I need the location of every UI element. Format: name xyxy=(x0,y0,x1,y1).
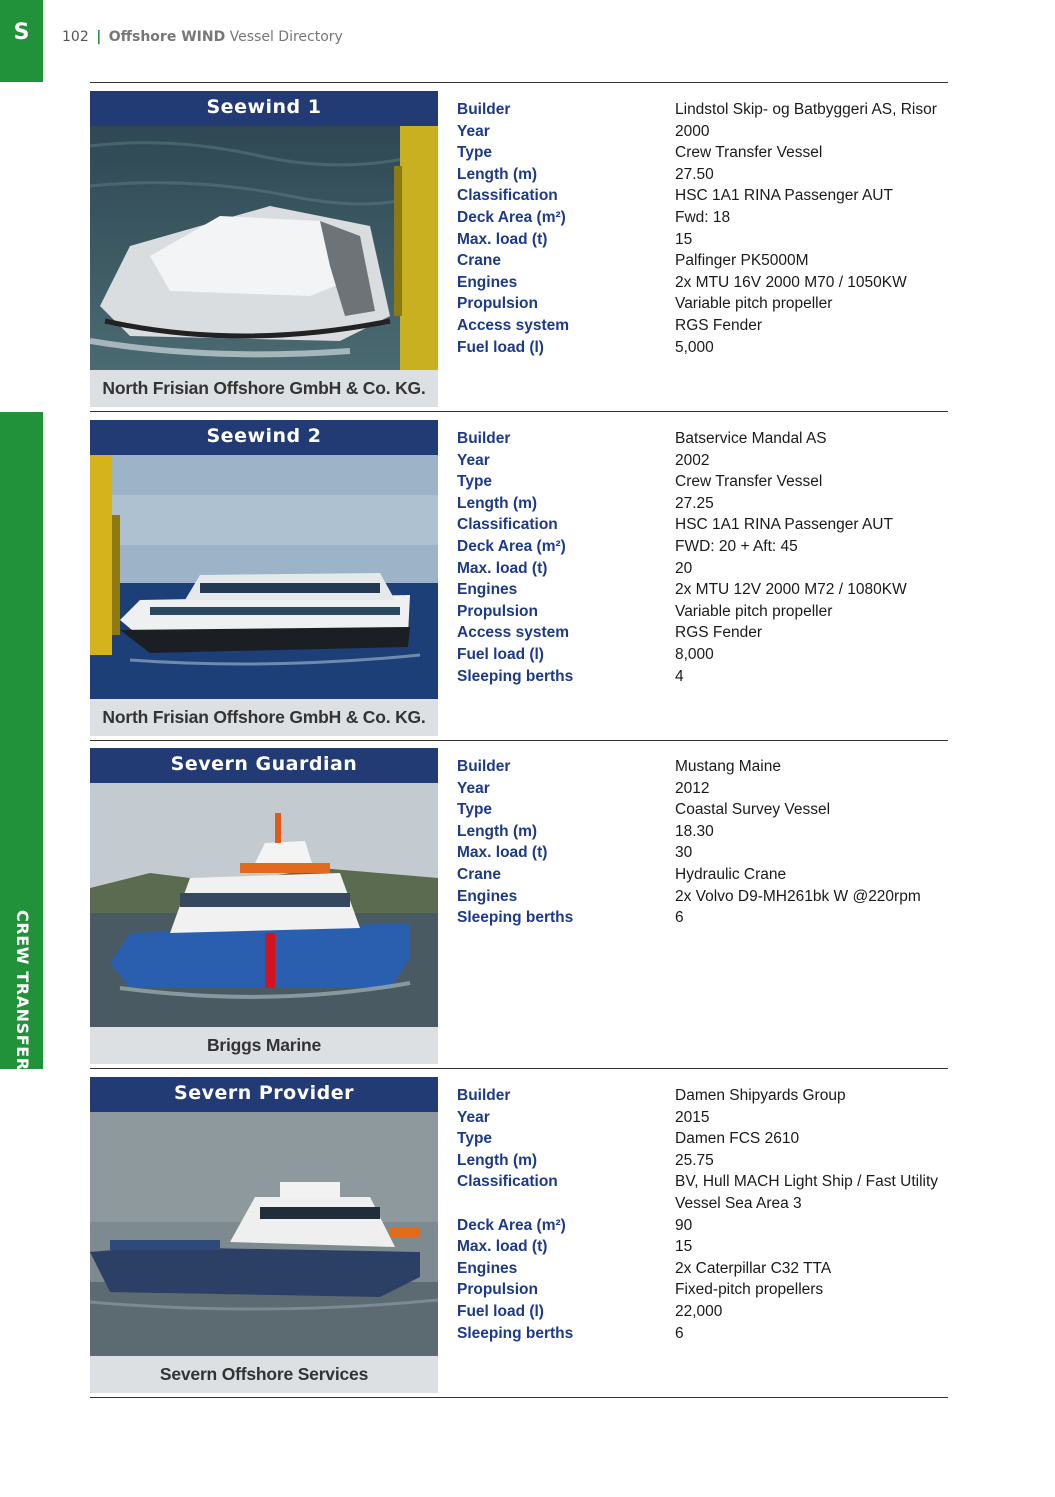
spec-value: Damen FCS 2610 xyxy=(675,1130,800,1148)
spec-row xyxy=(457,229,947,251)
vessel-entry xyxy=(90,748,948,1064)
spec-label: Year xyxy=(457,779,490,797)
spec-row xyxy=(457,1215,947,1237)
spec-row xyxy=(457,756,947,778)
spec-row xyxy=(457,601,947,623)
spec-value: 4 xyxy=(675,667,684,685)
divider-bottom xyxy=(90,1397,948,1398)
section-side-tab xyxy=(0,412,43,1160)
spec-value: Coastal Survey Vessel xyxy=(675,801,831,819)
vessel-name: Severn Guardian xyxy=(90,748,438,783)
vessel-name: Seewind 1 xyxy=(90,91,438,126)
section-letter-tab xyxy=(0,0,43,82)
spec-label: Type xyxy=(457,1130,493,1148)
vessel-photo xyxy=(90,1112,438,1356)
spec-label: Max. load (t) xyxy=(457,559,548,577)
vessel-entry xyxy=(90,91,948,407)
spec-row xyxy=(457,799,947,821)
spec-label: Deck Area (m²) xyxy=(457,1216,566,1234)
spec-value: Crew Transfer Vessel xyxy=(675,144,823,162)
spec-label: Crane xyxy=(457,865,501,883)
spec-value: 2x MTU 16V 2000 M70 / 1050KW xyxy=(675,273,907,291)
header-title: Vessel Directory xyxy=(225,29,343,45)
spec-row xyxy=(457,514,947,536)
spec-row xyxy=(457,493,947,515)
spec-value: Fwd: 18 xyxy=(675,208,731,226)
spec-value: 27.50 xyxy=(675,165,714,183)
spec-label: Length (m) xyxy=(457,494,538,512)
spec-value: FWD: 20 + Aft: 45 xyxy=(675,537,798,555)
spec-label: Length (m) xyxy=(457,822,538,840)
spec-label: Fuel load (l) xyxy=(457,1302,544,1320)
spec-value: 2x MTU 12V 2000 M72 / 1080KW xyxy=(675,581,907,599)
spec-row xyxy=(457,1279,947,1301)
spec-value: RGS Fender xyxy=(675,316,763,334)
vessel-name: Seewind 2 xyxy=(90,420,438,455)
page-number: 102 xyxy=(62,29,89,45)
spec-row xyxy=(457,272,947,294)
spec-row xyxy=(457,1258,947,1280)
divider xyxy=(90,740,948,741)
spec-label: Builder xyxy=(457,1087,511,1104)
spec-value: 5,000 xyxy=(675,338,714,356)
spec-value: Mustang Maine xyxy=(675,758,781,775)
header-brand: Offshore WIND xyxy=(108,29,226,45)
spec-row xyxy=(457,666,947,688)
spec-value: 6 xyxy=(675,1324,684,1342)
divider-top xyxy=(90,82,948,83)
vessel-name: Severn Provider xyxy=(90,1077,438,1112)
spec-label: Engines xyxy=(457,273,518,291)
spec-label: Deck Area (m²) xyxy=(457,537,566,555)
spec-value: Crew Transfer Vessel xyxy=(675,473,823,491)
spec-label: Sleeping berths xyxy=(457,1324,574,1342)
spec-value: RGS Fender xyxy=(675,624,763,642)
spec-row xyxy=(457,1171,947,1214)
spec-row xyxy=(457,1150,947,1172)
spec-value: 8,000 xyxy=(675,645,714,663)
spec-value: Variable pitch propeller xyxy=(675,295,833,313)
spec-value: 20 xyxy=(675,559,693,577)
spec-value: 90 xyxy=(675,1216,693,1234)
divider xyxy=(90,1068,948,1069)
spec-row xyxy=(457,579,947,601)
spec-label: Builder xyxy=(457,430,511,447)
spec-row xyxy=(457,778,947,800)
spec-row xyxy=(457,315,947,337)
vessel-operator: North Frisian Offshore GmbH & Co. KG. xyxy=(90,370,438,407)
vessel-operator: Briggs Marine xyxy=(90,1027,438,1064)
spec-label: Classification xyxy=(457,1173,558,1191)
spec-row xyxy=(457,864,947,886)
divider xyxy=(90,411,948,412)
spec-value: 15 xyxy=(675,230,693,248)
spec-row xyxy=(457,207,947,229)
spec-row xyxy=(457,99,947,121)
spec-value: 18.30 xyxy=(675,822,714,840)
spec-label: Builder xyxy=(457,758,511,775)
spec-label: Fuel load (l) xyxy=(457,645,544,663)
running-header xyxy=(62,29,343,45)
spec-value: 2x Volvo D9-MH261bk W @220rpm xyxy=(675,887,921,905)
spec-value: Hydraulic Crane xyxy=(675,865,787,883)
spec-row xyxy=(457,121,947,143)
vessel-specs xyxy=(457,756,947,929)
spec-label: Year xyxy=(457,1108,490,1126)
spec-value: 2012 xyxy=(675,779,710,797)
vessel-entry xyxy=(90,1077,948,1393)
vessel-photo xyxy=(90,783,438,1027)
section-letter: S xyxy=(13,20,30,45)
spec-label: Type xyxy=(457,144,493,162)
spec-label: Year xyxy=(457,451,490,469)
vessel-specs xyxy=(457,1085,947,1344)
spec-row xyxy=(457,842,947,864)
spec-label: Classification xyxy=(457,516,558,534)
spec-row xyxy=(457,293,947,315)
vessel-specs xyxy=(457,99,947,358)
spec-row xyxy=(457,337,947,359)
spec-value: Lindstol Skip- og Batbyggeri AS, Risor xyxy=(675,101,937,118)
spec-label: Builder xyxy=(457,101,511,118)
spec-label: Engines xyxy=(457,887,518,905)
spec-label: Max. load (t) xyxy=(457,230,548,248)
spec-label: Crane xyxy=(457,252,501,270)
spec-label: Sleeping berths xyxy=(457,909,574,927)
wind-turbine-icons xyxy=(8,1160,36,1450)
vessel-photo xyxy=(90,126,438,370)
spec-label: Propulsion xyxy=(457,295,538,313)
spec-row xyxy=(457,886,947,908)
spec-label: Length (m) xyxy=(457,1151,538,1169)
spec-value: 2x Caterpillar C32 TTA xyxy=(675,1259,832,1277)
vessel-operator: North Frisian Offshore GmbH & Co. KG. xyxy=(90,699,438,736)
spec-label: Deck Area (m²) xyxy=(457,208,566,226)
spec-row xyxy=(457,907,947,929)
spec-value: Palfinger PK5000M xyxy=(675,252,809,270)
spec-value: BV, Hull MACH Light Ship / Fast Utility Vessel Sea Area 3 xyxy=(675,1173,939,1212)
spec-value: Fixed-pitch propellers xyxy=(675,1281,824,1299)
spec-label: Classification xyxy=(457,187,558,205)
spec-value: Batservice Mandal AS xyxy=(675,430,827,447)
spec-label: Propulsion xyxy=(457,1281,538,1299)
spec-row xyxy=(457,1107,947,1129)
vessel-specs xyxy=(457,428,947,687)
spec-value: 2015 xyxy=(675,1108,710,1126)
spec-value: HSC 1A1 RINA Passenger AUT xyxy=(675,187,893,205)
spec-label: Length (m) xyxy=(457,165,538,183)
spec-label: Access system xyxy=(457,624,570,642)
spec-value: 25.75 xyxy=(675,1151,714,1169)
spec-row xyxy=(457,536,947,558)
spec-row xyxy=(457,821,947,843)
spec-label: Max. load (t) xyxy=(457,1238,548,1256)
spec-label: Fuel load (l) xyxy=(457,338,544,356)
spec-row xyxy=(457,644,947,666)
spec-row xyxy=(457,1128,947,1150)
spec-row xyxy=(457,142,947,164)
spec-value: Damen Shipyards Group xyxy=(675,1087,846,1104)
spec-label: Type xyxy=(457,801,493,819)
spec-row xyxy=(457,558,947,580)
spec-row xyxy=(457,471,947,493)
spec-label: Access system xyxy=(457,316,570,334)
vessel-entry xyxy=(90,420,948,736)
spec-label: Engines xyxy=(457,581,518,599)
spec-value: 2000 xyxy=(675,122,710,140)
spec-value: 22,000 xyxy=(675,1302,723,1320)
vessel-operator: Severn Offshore Services xyxy=(90,1356,438,1393)
spec-row xyxy=(457,622,947,644)
spec-value: HSC 1A1 RINA Passenger AUT xyxy=(675,516,893,534)
spec-row xyxy=(457,1085,947,1107)
spec-label: Max. load (t) xyxy=(457,844,548,862)
spec-value: 27.25 xyxy=(675,494,714,512)
spec-value: 30 xyxy=(675,844,693,862)
spec-label: Type xyxy=(457,473,493,491)
header-separator: | xyxy=(96,29,102,45)
spec-row xyxy=(457,428,947,450)
spec-value: Variable pitch propeller xyxy=(675,602,833,620)
spec-label: Year xyxy=(457,122,490,140)
spec-label: Sleeping berths xyxy=(457,667,574,685)
spec-row xyxy=(457,1236,947,1258)
spec-row xyxy=(457,185,947,207)
spec-row xyxy=(457,164,947,186)
spec-row xyxy=(457,1301,947,1323)
vessel-photo xyxy=(90,455,438,699)
spec-row xyxy=(457,250,947,272)
spec-label: Engines xyxy=(457,1259,518,1277)
spec-row xyxy=(457,1323,947,1345)
spec-label: Propulsion xyxy=(457,602,538,620)
spec-value: 2002 xyxy=(675,451,710,469)
spec-value: 15 xyxy=(675,1238,693,1256)
section-side-label: CREW TRANSFER VESSELS xyxy=(13,910,32,1160)
spec-value: 6 xyxy=(675,909,684,927)
spec-row xyxy=(457,450,947,472)
